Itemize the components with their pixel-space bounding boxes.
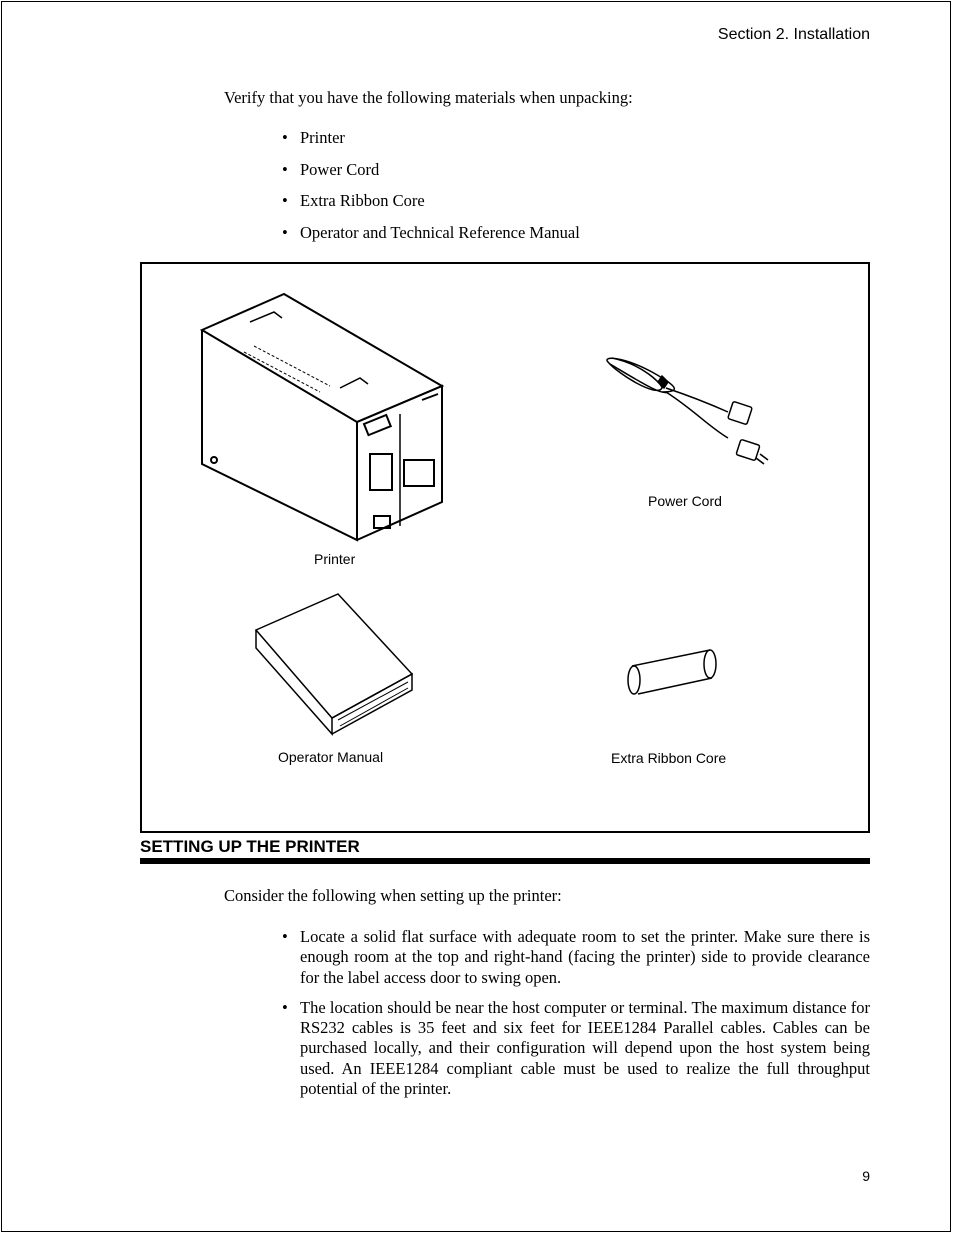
list-item: • The location should be near the host computer or terminal. The maximum distance for RS232 cables is 35 feet and six feet for IEEE1284 Parallel cables. Cables can be purchased locally, and their configuration will depend upon the host system being used. An IEEE1284 compliant cable must be used to realize the full throughput potential of the printer. xyxy=(282,998,870,1099)
section-header: Section 2. Installation xyxy=(717,26,870,43)
intro-text: Verify that you have the following materials when unpacking: xyxy=(224,88,633,107)
materials-illustration xyxy=(142,264,868,831)
operator-manual-label: Operator Manual xyxy=(278,749,384,765)
power-cord-label: Power Cord xyxy=(648,493,722,509)
heading-rule xyxy=(140,858,870,864)
power-cord-illustration xyxy=(607,358,768,464)
ribbon-core-label: Extra Ribbon Core xyxy=(611,750,727,766)
materials-list xyxy=(282,126,580,253)
materials-figure xyxy=(140,262,870,833)
list-item: • Printer xyxy=(282,126,580,158)
printer-illustration xyxy=(202,294,442,540)
manual-illustration xyxy=(256,594,412,734)
page-number: 9 xyxy=(862,1168,870,1184)
setup-intro: Consider the following when setting up the printer: xyxy=(224,886,562,905)
section-heading: SETTING UP THE PRINTER xyxy=(140,837,360,856)
ribbon-core-illustration xyxy=(628,650,716,694)
list-item: • Operator and Technical Reference Manual xyxy=(282,221,580,253)
setup-list xyxy=(282,927,870,1109)
list-item: • Locate a solid flat surface with adequate room to set the printer. Make sure there is enough room at the top and right-hand (facing the printer) side to provide clearance for the label access door to swing open. xyxy=(282,927,870,988)
list-item: • Extra Ribbon Core xyxy=(282,189,580,221)
list-item: • Power Cord xyxy=(282,158,580,190)
printer-label: Printer xyxy=(314,551,356,567)
